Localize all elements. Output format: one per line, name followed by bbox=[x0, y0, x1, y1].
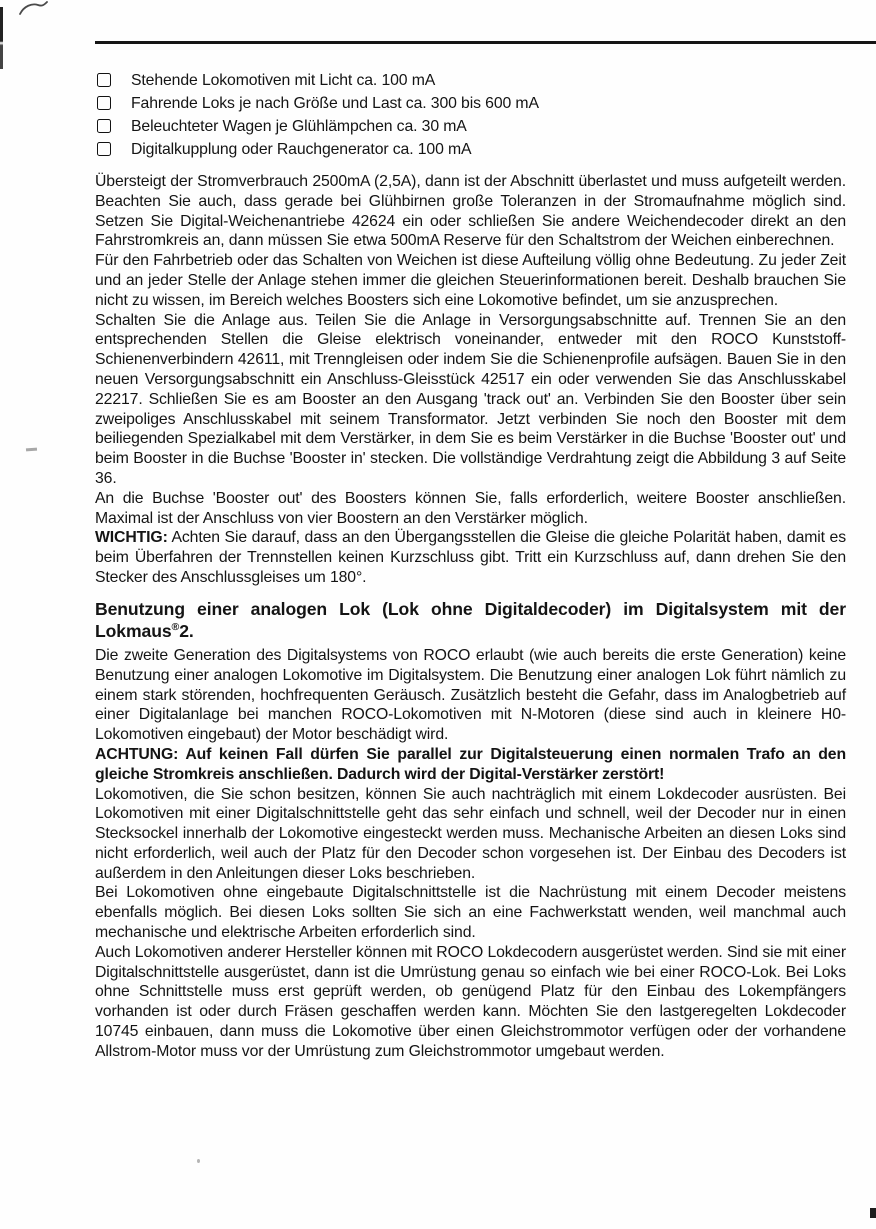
checkbox-icon bbox=[97, 119, 111, 133]
pen-mark-artifact bbox=[18, 1, 52, 17]
paragraph: Schalten Sie die Anlage aus. Teilen Sie die Anlage in Versorgungsabschnitte auf. Trennen Sie an den entsprechenden Stellen die Gleise elektrisch voneinander, entweder mit den ROCO Kunststoff-Schienenverbindern 42611, mit Trenngleisen oder indem Sie die Schienenprofile aufsägen. Bauen Sie in den neuen Versorgungsabschnitt ein Anschluss-Gleisstück 42517 ein oder verwenden Sie das Anschlusskabel 22217. Schließen Sie es am Booster an den Ausgang 'track out' an. Verbinden Sie den Booster über sein zweipoliges Anschlusskabel mit seinem Transformator. Jetzt verbinden Sie noch den Booster mit dem beiliegenden Spezialkabel mit dem Verstärker, in dem Sie es beim Verstärker in die Buchse 'Booster out' und beim Booster in die Buchse 'Booster in' stecken. Die vollständige Verdrahtung zeigt die Abbildung 3 auf Seite 36. bbox=[95, 311, 846, 487]
list-item-label: Stehende Lokomotiven mit Licht ca. 100 mA bbox=[131, 72, 436, 89]
paragraph-text: Achten Sie darauf, dass an den Übergangsstellen die Gleise die gleiche Polarität haben, damit es beim Überfahren der Trennstellen keinen Kurzschluss gibt. Tritt ein Kurzschluss auf, dann drehen Sie den Stecker des Anschlussgleises um 180°. bbox=[95, 529, 846, 586]
section-heading-suffix: 2. bbox=[179, 621, 194, 642]
checkbox-icon bbox=[97, 73, 111, 87]
paragraph: Für den Fahrbetrieb oder das Schalten von Weichen ist diese Aufteilung völlig ohne Bedeutung. Zu jeder Zeit und an jeder Stelle der Anlage stehen immer die gleichen Steuerinformationen bereit. Deshalb brauchen Sie nicht zu wissen, im Bereich welches Boosters sich eine Lokomotive befindet, um sie anzusprechen. bbox=[95, 252, 846, 309]
checkbox-icon bbox=[97, 96, 111, 110]
paragraph bbox=[95, 528, 846, 587]
paragraph: An die Buchse 'Booster out' des Boosters können Sie, falls erforderlich, weitere Booster anschließen. Maximal ist der Anschluss von vier Boostern an den Verstärker möglich. bbox=[95, 489, 846, 527]
paragraph: Die zweite Generation des Digitalsystems von ROCO erlaubt (wie auch bereits die erste Generation) keine Benutzung einer analogen Lokomotive im Digitalsystem. Die Benutzung einer analogen Lok führt nämlich zu einem stark störenden, hochfrequenten Geräusch. Zusätzlich besteht die Gefahr, dass im Analogbetrieb auf einer Digitalanlage bei manchen ROCO-Lokomotiven mit N-Motoren (diese sind auch in kleinere H0-Lokomotiven eingebaut) der Motor beschädigt wird. bbox=[95, 646, 846, 744]
paragraph: Übersteigt der Stromverbrauch 2500mA (2,5A), dann ist der Abschnitt überlastet und muss aufgeteilt werden. Beachten Sie auch, dass gerade bei Glühbirnen große Toleranzen in der Stromaufnahme möglich sind. Setzen Sie Digital-Weichenantriebe 42624 ein oder schließen Sie andere Weichendecoder direkt an den Fahrstromkreis an, dann müssen Sie etwa 500mA Reserve für den Schaltstrom der Weichen einberechnen. bbox=[95, 173, 846, 250]
registered-trademark-symbol: ® bbox=[171, 621, 180, 634]
list-item bbox=[95, 71, 846, 94]
list-item bbox=[95, 94, 846, 117]
checklist bbox=[95, 71, 846, 163]
speck-artifact bbox=[197, 1159, 200, 1163]
list-item bbox=[95, 117, 846, 140]
margin-mark-artifact bbox=[26, 448, 37, 452]
paragraph: Auch Lokomotiven anderer Hersteller können mit ROCO Lokdecodern ausgerüstet werden. Sind sie mit einer Digitalschnittstelle ausgerüstet, dann ist die Umrüstung genau so einfach wie bei einer ROCO-Lok. Bei Loks ohne Schnittstelle muss erst geprüft werden, ob genügend Platz für den Einbau des Lokempfängers vorhanden ist oder durch Fräsen geschaffen werden kann. Möchten Sie den lastgeregelten Lokdecoder 10745 einbauen, dann muss die Lokomotive über einen Gleichstrommotor verfügen oder der vorhandene Allstrom-Motor muss vor der Umrüstung zum Gleichstrommotor umgebaut werden. bbox=[95, 943, 846, 1060]
paragraph: ACHTUNG: Auf keinen Fall dürfen Sie parallel zur Digitalsteuerung einen normalen Trafo an den gleiche Stromkreis anschließen. Dadurch wird der Digital-Verstärker zerstört! bbox=[95, 745, 846, 783]
section-heading-text: Benutzung einer analogen Lok (Lok ohne Digitaldecoder) im Digitalsystem mit der Lokmaus bbox=[95, 598, 846, 642]
section-heading bbox=[95, 598, 846, 643]
list-item-label: Digitalkupplung oder Rauchgenerator ca. 100 mA bbox=[131, 141, 472, 158]
top-horizontal-rule bbox=[95, 41, 876, 44]
list-item-label: Fahrende Loks je nach Größe und Last ca. 300 bis 600 mA bbox=[131, 95, 539, 112]
paragraph: Lokomotiven, die Sie schon besitzen, können Sie auch nachträglich mit einem Lokdecoder ausrüsten. Bei Lokomotiven mit einer Digitalschnittstelle geht das sehr einfach und schnell, weil der Decoder nur in einen Stecksockel innerhalb der Lokomotive eingesteckt werden muss. Mechanische Arbeiten an diesen Loks sind nicht erforderlich, weil auch der Platz für den Decoder schon vorgesehen ist. Der Einbau des Decoders ist außerdem in den Anleitungen dieser Loks beschrieben. bbox=[95, 785, 846, 882]
scan-edge-artifact-right bbox=[870, 1208, 876, 1218]
scan-edge-artifact bbox=[0, 7, 3, 69]
list-item-label: Beleuchteter Wagen je Glühlämpchen ca. 30 mA bbox=[131, 118, 467, 135]
paragraph-lead: WICHTIG: bbox=[95, 529, 168, 547]
document-body bbox=[95, 71, 846, 1062]
checkbox-icon bbox=[97, 142, 111, 156]
paragraph: Bei Lokomotiven ohne eingebaute Digitalschnittstelle ist die Nachrüstung mit einem Decoder meistens ebenfalls möglich. Bei diesen Loks sollten Sie sich an eine Fachwerkstatt wenden, weil manchmal auch mechanische und elektrische Arbeiten erforderlich sind. bbox=[95, 884, 846, 942]
list-item bbox=[95, 140, 846, 163]
